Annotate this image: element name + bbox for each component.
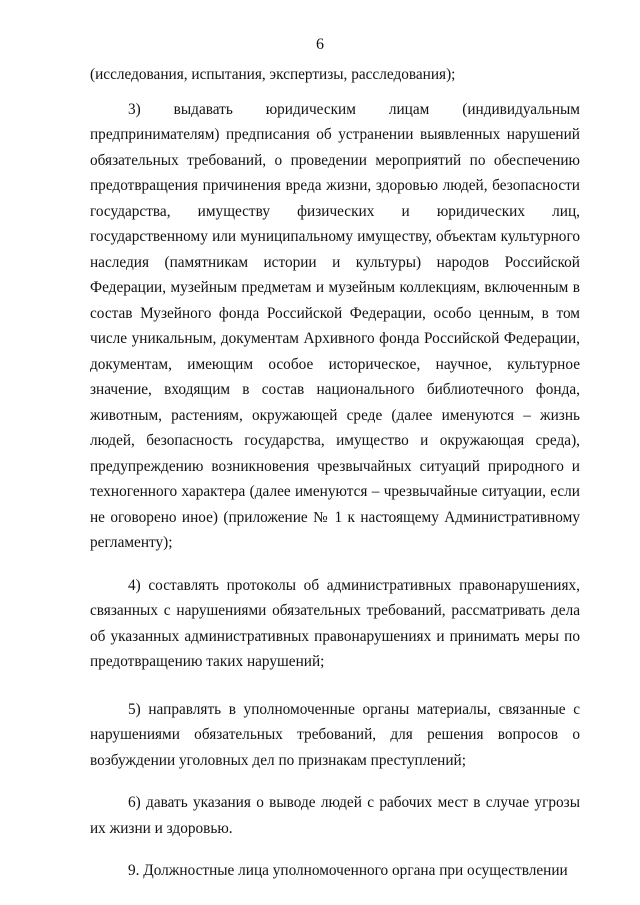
paragraph-item-6: 6) давать указания о выводе людей с рабочих мест в случае угрозы их жизни и здоровью. — [90, 794, 580, 837]
paragraph-section-9: 9. Должностные лица уполномоченного органа при осуществлении — [128, 862, 568, 879]
paragraph-item-3: 3) выдавать юридическим лицам (индивидуальным предпринимателям) предписания об устранении выявленных нарушений обязательных требований, о проведении мероприятий по обеспечению предотвращения причинения вреда жизни, здоровью людей, безопасности государства, имуществу физических и юридических лиц, государственному или муниципальному имуществу, объектам культурного наследия (памятникам истории и культуры) народов Российской Федерации, музейным предметам и музейным коллекциям, включенным в состав Музейного фонда Российской Федерации, особо ценным, в том числе уникальным, документам Архивного фонда Российской Федерации, документам, имеющим особое историческое, научное, культурное значение, входящим в состав национального библиотечного фонда, животным, растениям, окружающей среде (далее именуются – жизнь людей, безопасность государства, имущество и окружающая среда), предупреждению возникновения чрезвычайных ситуаций природного и техногенного характера (далее именуются – чрезвычайные ситуации, если не оговорено иное) (приложение № 1 к настоящему Административному регламенту); — [90, 100, 580, 551]
page-number: 6 — [316, 36, 324, 53]
document-body — [90, 62, 580, 884]
paragraph-item-5: 5) направлять в уполномоченные органы материалы, связанные с нарушениями обязательных требований, для решения вопросов о возбуждении уголовных дел по признакам преступлений; — [90, 700, 580, 769]
paragraph-continuation: (исследования, испытания, экспертизы, расследования); — [90, 66, 456, 83]
paragraph-item-4: 4) составлять протоколы об административных правонарушениях, связанных с нарушениями обязательных требований, рассматривать дела об указанных административных правонарушениях и принимать меры по предотвращению таких нарушений; — [90, 576, 580, 670]
